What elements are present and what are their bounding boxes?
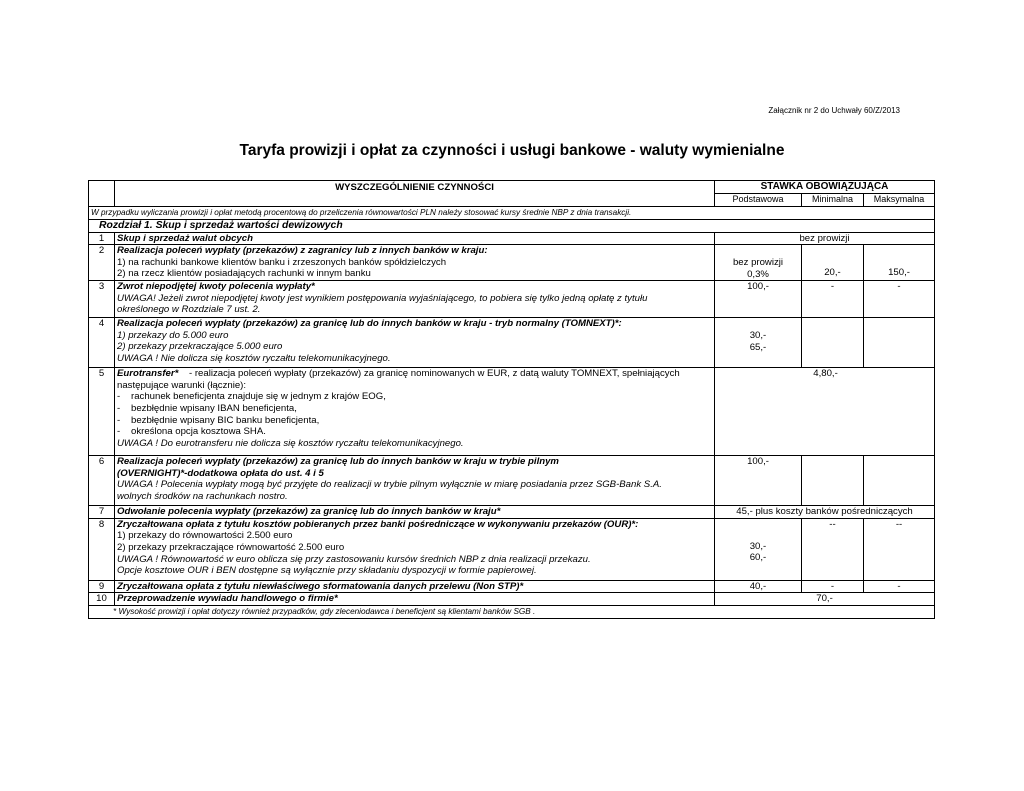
section-title: Rozdział 1. Skup i sprzedaż wartości dewizowych [89, 219, 935, 232]
row-rate-min: -- [802, 518, 864, 580]
header-description: WYSZCZEGÓLNIENIE CZYNNOŚCI [115, 181, 715, 207]
table-row [89, 518, 935, 580]
row-description [115, 456, 715, 506]
section-row [89, 219, 935, 232]
row-rate-min: - [802, 281, 864, 318]
row-line: następujące warunki (łącznie): [117, 379, 247, 391]
row-rate: 70,- [715, 593, 935, 606]
row-number: 10 [89, 593, 115, 606]
page-title: Taryfa prowizji i opłat za czynności i usługi bankowe - waluty wymienialne [239, 142, 785, 159]
row-note: UWAGA ! Do eurotransferu nie dolicza się kosztów ryczałtu telekomunikacyjnego. [117, 437, 464, 449]
row-number: 9 [89, 580, 115, 593]
table-row [89, 368, 935, 456]
row-line: UWAGA! Jeżeli zwrot niepodjętej kwoty jest wynikiem postępowania wyjaśniającego, to pobiera się tylko jedną opłatę z tytułu [117, 292, 648, 304]
row-rate-min [802, 456, 864, 506]
row-line: 1) na rachunki bankowe klientów banku i zrzeszonych banków spółdzielczych [117, 256, 447, 268]
row-line: 2) przekazy przekraczające równowartość 2.500 euro [117, 541, 345, 553]
table-row [89, 318, 935, 368]
row-line: bezbłędnie wpisany IBAN beneficjenta, [131, 402, 297, 414]
row-title-rest: - realizacja poleceń wypłaty (przekazów) za granicę nominowanych w EUR, z datą waluty TOMNEXT, spełniających [188, 368, 680, 380]
row-title: Zwrot niepodjętej kwoty polecenia wypłaty* [117, 281, 315, 293]
row-title: Realizacja poleceń wypłaty (przekazów) z zagranicy lub z innych banków w kraju: [117, 245, 488, 257]
subheader-basic: Podstawowa [715, 194, 802, 207]
row-description: Zryczałtowana opłata z tytułu niewłaściwego sformatowania danych przelewu (Non STP)* [115, 580, 715, 593]
row-description: Odwołanie polecenia wypłaty (przekazów) za granicę lub do innych banków w kraju* [115, 506, 715, 519]
row-line: 2) przekazy przekraczające 5.000 euro [117, 341, 283, 353]
tariff-table [88, 180, 935, 619]
rate-value: 30,- [749, 330, 767, 342]
row-number: 1 [89, 232, 115, 245]
row-rate-min: 20,- [802, 245, 864, 281]
footnote: * Wysokość prowizji i opłat dotyczy również przypadków, gdy zleceniodawca i beneficjent są klientami banków SGB . [89, 605, 935, 618]
row-rate-basic: 40,- [715, 580, 802, 593]
row-rate-min: - [802, 580, 864, 593]
row-number: 2 [89, 245, 115, 281]
table-row [89, 580, 935, 593]
subheader-min: Minimalna [802, 194, 864, 207]
row-line: wolnych środków na rachunkach nostro. [117, 490, 288, 502]
row-rate-max: 150,- [864, 245, 935, 281]
row-rate-basic [715, 518, 802, 580]
row-line: UWAGA ! Nie dolicza się kosztów ryczałtu telekomunikacyjnego. [117, 352, 391, 364]
rate-value: bez prowizji [732, 257, 784, 268]
row-title: Zryczałtowana opłata z tytułu kosztów pobieranych przez banki pośredniczące w wykonywaniu przekazów (OUR)*: [117, 518, 639, 530]
row-line: 2) na rzecz klientów posiadających rachunki w innym banku [117, 268, 371, 280]
row-rate-max [864, 318, 935, 368]
row-title: Realizacja poleceń wypłaty (przekazów) za granicę lub do innych banków w kraju w trybie pilnym [117, 456, 559, 468]
row-description: Eurotransfer* - realizacja poleceń wypłaty (przekazów) za granicę nominowanych w EUR, z datą waluty TOMNEXT, spełniających następujące warunki (łącznie): - rachunek beneficjenta znajduje się w jednym z krajów EOG, - bezbłędnie wpisany IBAN beneficjenta, - bezbłędnie wpisany BIC banku beneficjenta, - określona opcja kosztowa SHA. UWAGA ! Do eurotransferu nie dolicza się kosztów ryczałtu telekomunikacyjnego. [115, 368, 715, 456]
table-row [89, 232, 935, 245]
row-description: Skup i sprzedaż walut obcych [115, 232, 715, 245]
row-rate-min [802, 318, 864, 368]
row-rate-max: - [864, 281, 935, 318]
rate-value: 60,- [749, 552, 767, 564]
row-line: UWAGA ! Równowartość w euro oblicza się przy zastosowaniu kursów średnich NBP z dnia realizacji przekazu. [117, 553, 591, 565]
table-row [89, 506, 935, 519]
rate-value: 65,- [749, 341, 767, 353]
row-rate: bez prowizji [715, 232, 935, 245]
table-header-row [89, 181, 935, 194]
row-line: bezbłędnie wpisany BIC banku beneficjenta, [131, 414, 320, 426]
row-rate: 4,80,- [715, 368, 935, 456]
row-line: określonego w Rozdziale 7 ust. 2. [117, 304, 261, 316]
row-line: 1) przekazy do równowartości 2.500 euro [117, 530, 293, 542]
row-number: 4 [89, 318, 115, 368]
row-number: 6 [89, 456, 115, 506]
row-number: 7 [89, 506, 115, 519]
table-row [89, 245, 935, 281]
row-title: Eurotransfer* [117, 368, 179, 380]
row-description [115, 318, 715, 368]
row-line: UWAGA ! Polecenia wypłaty mogą być przyjęte do realizacji w trybie pilnym wyłącznie w miarę posiadania przez SGB-Bank S.A. [117, 479, 662, 491]
row-rate-basic: 100,- [715, 456, 802, 506]
row-number: 8 [89, 518, 115, 580]
rate-value: 0,3% [747, 268, 769, 280]
row-title: (OVERNIGHT)*-dodatkowa opłata do ust. 4 i 5 [117, 467, 324, 479]
table-row [89, 593, 935, 606]
row-rate-max: - [864, 580, 935, 593]
row-line: określona opcja kosztowa SHA. [131, 426, 266, 438]
intro-note: W przypadku wyliczania prowizji i opłat metodą procentową do przeliczenia równowartości PLN należy stosować kursy średnie NBP z dnia transakcji. [89, 207, 935, 220]
row-number: 5 [89, 368, 115, 456]
row-line: 1) przekazy do 5.000 euro [117, 329, 229, 341]
row-description: Przeprowadzenie wywiadu handlowego o firmie* [115, 593, 715, 606]
table-row [89, 456, 935, 506]
intro-note-row [89, 207, 935, 220]
row-description [115, 245, 715, 281]
row-description [115, 518, 715, 580]
row-title: Realizacja poleceń wypłaty (przekazów) za granicę lub do innych banków w kraju - tryb normalny (TOMNEXT)*: [117, 318, 622, 330]
row-rate-basic: 100,- [715, 281, 802, 318]
row-rate: 45,- plus koszty banków pośredniczących [715, 506, 935, 519]
row-line: Opcje kosztowe OUR i BEN dostępne są wyłącznie przy składaniu dyspozycji w formie papierowej. [117, 565, 537, 577]
table-row [89, 281, 935, 318]
header-rate: STAWKA OBOWIĄZUJĄCA [715, 181, 935, 194]
row-rate-basic [715, 318, 802, 368]
row-number: 3 [89, 281, 115, 318]
row-description [115, 281, 715, 318]
header-no-cell [89, 181, 115, 207]
subheader-max: Maksymalna [864, 194, 935, 207]
footnote-row [89, 605, 935, 618]
row-line: rachunek beneficjenta znajduje się w jednym z krajów EOG, [131, 391, 386, 403]
row-rate-max: -- [864, 518, 935, 580]
row-rate-max [864, 456, 935, 506]
rate-value: 30,- [749, 540, 767, 552]
row-rate-basic [715, 245, 802, 281]
annex-reference: Załącznik nr 2 do Uchwały 60/Z/2013 [768, 106, 900, 115]
